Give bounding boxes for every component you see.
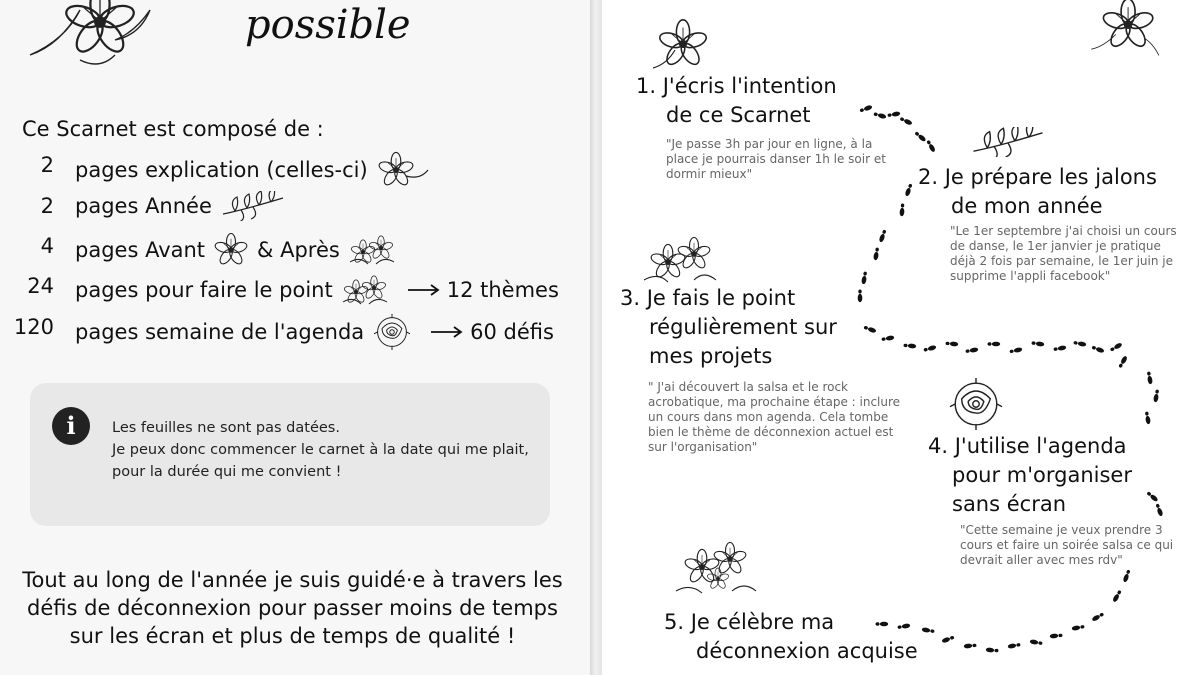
info-box (30, 383, 550, 526)
step-5-title: 5. Je célèbre ma déconnexion acquise (664, 610, 918, 663)
page-count: 4 (40, 234, 54, 258)
step-2-quote: "Le 1er septembre j'ai choisi un cours de danse, le 1er janvier je pratique déjà 2 fois par semaine, le 1er juin je supprime l'appli facebook" (950, 224, 1177, 283)
closing-text: Tout au long de l'année je suis guidé·e à travers les défis de déconnexion pour passer moins de temps sur les écran et plus de temps de qualité ! (22, 568, 563, 648)
step-1-title: 1. J'écris l'intention de ce Scarnet (636, 74, 837, 127)
step-2-title: 2. Je prépare les jalons de mon année (918, 165, 1157, 218)
step-3-quote: " J'ai découvert la salsa et le rock acrobatique, ma prochaine étape : inclure un cours dans mon agenda. Cela tombe bien le thème de déconnexion actuel est sur l'organisation" (648, 380, 901, 454)
footprint-trail (602, 0, 1200, 675)
page-list-item (0, 231, 590, 261)
page-list-item (0, 191, 590, 221)
page-list-item (0, 150, 590, 180)
page-label: pages Année (75, 194, 212, 218)
step-3-title: 3. Je fais le point régulièrement sur mes projets (620, 286, 837, 368)
page-title: possible (245, 2, 411, 48)
arrow-right-icon (430, 325, 464, 339)
page-result: 12 thèmes (446, 278, 559, 302)
flower-icon (211, 232, 251, 268)
arrow-right-icon (407, 283, 441, 297)
flower-corner-decoration (20, 0, 170, 80)
info-icon: i (52, 407, 90, 445)
flower-bouquet-icon (346, 231, 398, 269)
page-label: pages semaine de l'agenda (75, 320, 365, 344)
page-count: 2 (40, 153, 54, 177)
flower-bouquet-icon (339, 271, 391, 309)
page-gutter (590, 0, 602, 675)
page-result: 60 défis (470, 320, 554, 344)
page-list-item (0, 312, 590, 342)
info-text-line: Je peux donc commencer le carnet à la date qui me plait, pour la durée qui me convient ! (112, 442, 529, 480)
page-label: pages Avant (75, 238, 206, 262)
step-1-quote: "Je passe 3h par jour en ligne, à la place je pourrais danser 1h le soir et dormir mieux" (666, 137, 886, 181)
page-list-item (0, 271, 590, 301)
right-page (602, 0, 1200, 675)
step-4-title: 4. J'utilise l'agenda pour m'organiser sans écran (928, 434, 1132, 516)
page-label-connector: & Après (257, 238, 340, 262)
page-label: pages explication (celles-ci) (75, 158, 368, 182)
info-text-line: Les feuilles ne sont pas datées. (112, 420, 340, 436)
step-4-quote: "Cette semaine je veux prendre 3 cours et faire un soirée salsa ce qui devrait aller avec mes rdv" (960, 523, 1174, 567)
flower-sprig-icon (374, 150, 430, 190)
page-count: 2 (40, 194, 54, 218)
leaf-branch-icon (218, 191, 288, 221)
page-count: 120 (13, 315, 54, 339)
intro-text: Ce Scarnet est composé de : (22, 117, 324, 141)
page-count: 24 (27, 274, 54, 298)
page-label: pages pour faire le point (75, 278, 333, 302)
left-page (0, 0, 590, 675)
rose-icon (370, 312, 414, 352)
